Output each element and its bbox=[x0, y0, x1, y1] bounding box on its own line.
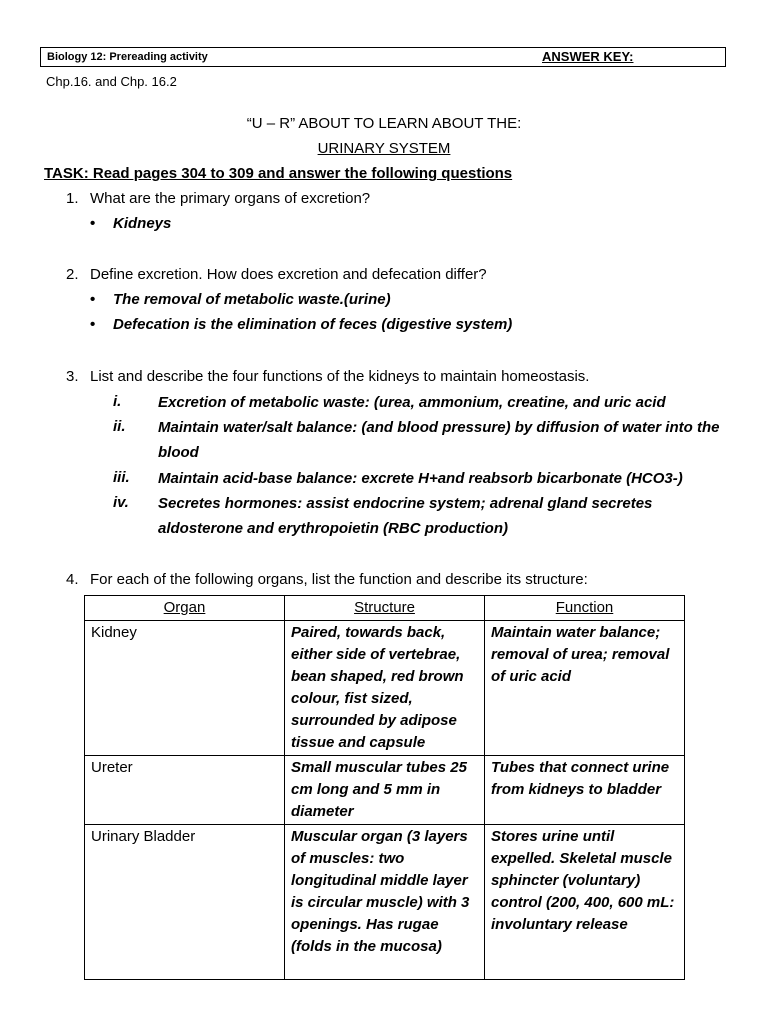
course-title: Biology 12: Prereading activity bbox=[47, 51, 208, 63]
bullet-icon: • bbox=[90, 291, 96, 308]
function-item: Secretes hormones: assist endocrine system; adrenal gland secretes aldosterone and erythropoietin (RBC production) bbox=[158, 495, 653, 537]
structure-cell: Muscular organ (3 layers of muscles: two longitudinal middle layer is circular muscle) with 3 openings. Has rugae (folds in the mucosa) bbox=[285, 825, 485, 980]
column-header-function: Function bbox=[485, 596, 685, 621]
bullet-icon: • bbox=[90, 215, 96, 232]
organ-cell: Ureter bbox=[85, 756, 285, 825]
roman-numeral: iv. bbox=[113, 494, 129, 511]
answer-text: Defecation is the elimination of feces (digestive system) bbox=[113, 316, 513, 333]
question-text: Define excretion. How does excretion and defecation differ? bbox=[90, 266, 487, 283]
question-number: 2. bbox=[66, 266, 79, 283]
organ-cell: Urinary Bladder bbox=[85, 825, 285, 980]
organ-table bbox=[84, 595, 685, 980]
column-header-organ: Organ bbox=[85, 596, 285, 621]
answer-text: Kidneys bbox=[113, 215, 172, 232]
function-item: Excretion of metabolic waste: (urea, ammonium, creatine, and uric acid bbox=[158, 394, 666, 411]
answer-text: The removal of metabolic waste.(urine) bbox=[113, 291, 391, 308]
table-row bbox=[85, 825, 685, 980]
bullet-icon: • bbox=[90, 316, 96, 333]
roman-numeral: iii. bbox=[113, 469, 130, 486]
answer-key-label: ANSWER KEY: bbox=[542, 49, 634, 64]
function-cell: Tubes that connect urine from kidneys to bladder bbox=[485, 756, 685, 825]
question-number: 3. bbox=[66, 368, 79, 385]
question-number: 1. bbox=[66, 190, 79, 207]
question-number: 4. bbox=[66, 571, 79, 588]
table-header-row bbox=[85, 596, 685, 621]
table-row bbox=[85, 756, 685, 825]
question-text: What are the primary organs of excretion? bbox=[90, 190, 371, 207]
structure-cell: Small muscular tubes 25 cm long and 5 mm in diameter bbox=[285, 756, 485, 825]
structure-cell: Paired, towards back, either side of vertebrae, bean shaped, red brown colour, fist sized, surrounded by adipose tissue and capsule bbox=[285, 621, 485, 756]
chapter-reference: Chp.16. and Chp. 16.2 bbox=[46, 74, 177, 89]
function-item: Maintain water/salt balance: (and blood pressure) by diffusion of water into the blood bbox=[158, 419, 720, 461]
table-row bbox=[85, 621, 685, 756]
question-text: List and describe the four functions of the kidneys to maintain homeostasis. bbox=[90, 368, 590, 385]
function-item: Maintain acid-base balance: excrete H+and reabsorb bicarbonate (HCO3-) bbox=[158, 470, 683, 487]
page-subtitle: URINARY SYSTEM bbox=[317, 140, 451, 157]
task-instructions: TASK: Read pages 304 to 309 and answer the following questions bbox=[44, 165, 513, 182]
roman-numeral: i. bbox=[113, 393, 122, 410]
page-title: “U – R” ABOUT TO LEARN ABOUT THE: bbox=[246, 115, 522, 132]
question-text: For each of the following organs, list the function and describe its structure: bbox=[90, 571, 588, 588]
function-cell: Stores urine until expelled. Skeletal muscle sphincter (voluntary) control (200, 400, 600 mL: involuntary release bbox=[485, 825, 685, 980]
function-cell: Maintain water balance; removal of urea; removal of uric acid bbox=[485, 621, 685, 756]
organ-cell: Kidney bbox=[85, 621, 285, 756]
column-header-structure: Structure bbox=[285, 596, 485, 621]
roman-numeral: ii. bbox=[113, 418, 126, 435]
header-box bbox=[40, 47, 726, 67]
